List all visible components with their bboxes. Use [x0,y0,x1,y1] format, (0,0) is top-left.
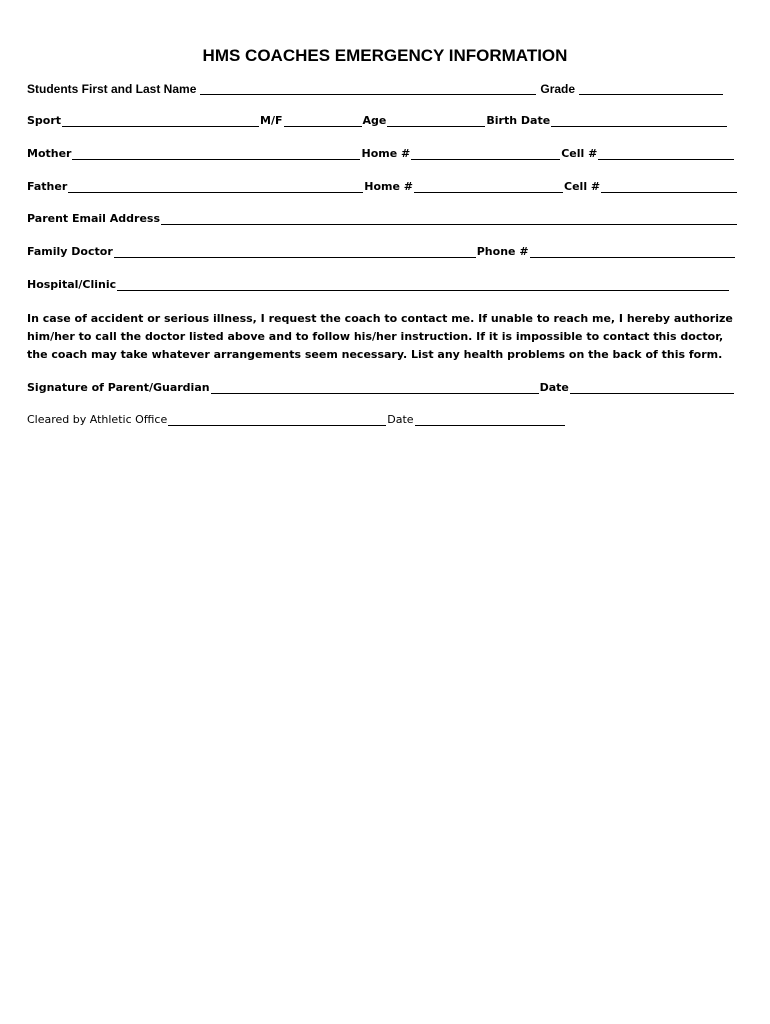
parent-email-row [27,212,740,226]
cleared-date-field[interactable] [415,414,565,426]
father-home-label: Home # [364,180,414,193]
grade-label: Grade [540,82,576,96]
signature-date-field[interactable] [570,382,734,394]
father-home-field[interactable] [414,181,563,193]
age-label: Age [362,114,387,127]
cleared-row [27,413,740,427]
signature-row [27,381,740,395]
student-row [27,82,740,96]
family-doctor-row [27,245,740,259]
grade-field[interactable] [579,83,723,95]
father-row [27,180,740,194]
father-field[interactable] [68,181,363,193]
form-title: HMS COACHES EMERGENCY INFORMATION [202,46,568,65]
mf-label: M/F [260,114,283,127]
mother-cell-field[interactable] [598,148,734,160]
cleared-label: Cleared by Athletic Office [27,413,168,426]
mother-home-field[interactable] [411,148,560,160]
student-name-label: Students First and Last Name [27,82,197,96]
sport-label: Sport [27,114,62,127]
sport-field[interactable] [62,115,259,127]
hospital-row [27,278,740,292]
family-doctor-field[interactable] [114,246,476,258]
authorization-paragraph: In case of accident or serious illness, I request the coach to contact me. If unable to reach me, I hereby authorize him/her to call the doctor listed above and to follow his/her instruction. If it is impossible to contact this doctor, the coach may take whatever arrangements seem necessary. List any health problems on the back of this form. [27,312,733,361]
mf-field[interactable] [284,115,362,127]
parent-email-label: Parent Email Address [27,212,161,225]
student-name-field[interactable] [200,83,536,95]
mother-field[interactable] [72,148,360,160]
mother-cell-label: Cell # [561,147,598,160]
cleared-date-label: Date [387,413,414,426]
signature-date-label: Date [539,381,569,394]
doctor-phone-label: Phone # [476,245,529,258]
signature-field[interactable] [211,382,539,394]
birth-date-label: Birth Date [486,114,551,127]
father-cell-field[interactable] [601,181,737,193]
signature-label: Signature of Parent/Guardian [27,381,210,394]
father-cell-label: Cell # [564,180,601,193]
mother-row [27,147,740,161]
father-label: Father [27,180,68,193]
doctor-phone-field[interactable] [530,246,735,258]
family-doctor-label: Family Doctor [27,245,113,258]
hospital-label: Hospital/Clinic [27,278,117,291]
birth-date-field[interactable] [551,115,727,127]
age-field[interactable] [387,115,485,127]
sport-row [27,114,740,128]
cleared-field[interactable] [168,414,386,426]
mother-label: Mother [27,147,72,160]
hospital-field[interactable] [117,279,729,291]
parent-email-field[interactable] [161,213,737,225]
mother-home-label: Home # [361,147,411,160]
